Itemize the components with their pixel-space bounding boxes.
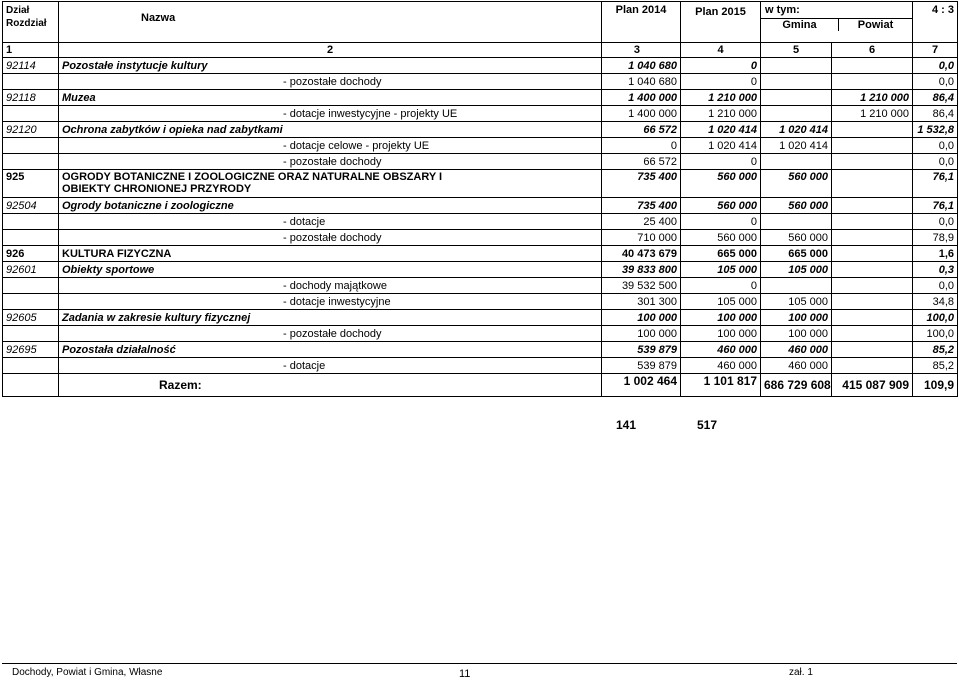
row-plan2015: 1 210 000 [681,106,761,122]
table-row [3,138,958,154]
total-plan2014 [602,374,681,397]
col-num-6: 6 [832,43,913,58]
row-plan2015: 105 000 [681,294,761,310]
total-powiat: 415 087 909 [832,374,913,397]
row-ratio: 100,0 [913,326,958,342]
table-row [3,198,958,214]
header-plan2014: Plan 2014 [602,2,681,43]
table-row [3,154,958,170]
row-name: Zadania w zakresie kultury fizycznej [59,310,602,326]
budget-table [2,1,958,397]
row-ratio: 76,1 [913,198,958,214]
row-gmina [761,106,832,122]
row-name: - pozostałe dochody [59,326,602,342]
row-code: 92695 [3,342,59,358]
row-ratio: 86,4 [913,106,958,122]
row-plan2015: 0 [681,74,761,90]
row-gmina: 665 000 [761,246,832,262]
row-plan2014: 39 833 800 [602,262,681,278]
col-num-3: 3 [602,43,681,58]
row-plan2014: 39 532 500 [602,278,681,294]
row-powiat [832,214,913,230]
row-plan2015: 665 000 [681,246,761,262]
row-plan2015: 100 000 [681,310,761,326]
row-gmina [761,214,832,230]
row-ratio: 0,0 [913,74,958,90]
row-ratio: 78,9 [913,230,958,246]
footer-rule [2,663,957,664]
header-plan2015: Plan 2015 [681,2,761,43]
total-plan2015 [681,374,761,397]
row-powiat [832,262,913,278]
footer-right: zał. 1 [789,667,813,678]
row-gmina: 1 020 414 [761,122,832,138]
row-powiat [832,138,913,154]
row-gmina [761,58,832,74]
header-dzial-rozdzial [3,2,59,43]
row-plan2015: 560 000 [681,170,761,198]
total-row [3,374,958,397]
row-plan2015: 560 000 [681,230,761,246]
row-plan2015: 460 000 [681,358,761,374]
table-row-section [3,170,958,198]
table-row [3,74,958,90]
row-plan2014: 1 400 000 [602,90,681,106]
row-powiat: 1 210 000 [832,90,913,106]
row-plan2014: 0 [602,138,681,154]
row-plan2014: 100 000 [602,326,681,342]
row-powiat [832,326,913,342]
row-plan2014: 735 400 [602,170,681,198]
row-plan2015: 1 020 414 [681,122,761,138]
row-name: - dochody majątkowe [59,278,602,294]
row-gmina [761,154,832,170]
table-row [3,230,958,246]
header-nazwa [59,2,602,43]
header-rozdzial: Rozdział [6,18,47,29]
row-plan2014: 710 000 [602,230,681,246]
row-name: - dotacje [59,358,602,374]
row-plan2014: 40 473 679 [602,246,681,262]
row-plan2015: 1 210 000 [681,90,761,106]
table-row [3,122,958,138]
row-powiat [832,246,913,262]
row-plan2014: 1 040 680 [602,58,681,74]
row-name: - dotacje [59,214,602,230]
row-ratio: 0,0 [913,278,958,294]
row-ratio: 34,8 [913,294,958,310]
row-ratio: 76,1 [913,170,958,198]
row-code: 92601 [3,262,59,278]
row-powiat [832,74,913,90]
row-gmina [761,278,832,294]
row-gmina: 460 000 [761,342,832,358]
row-name: - dotacje inwestycyjne - projekty UE [59,106,602,122]
row-ratio: 100,0 [913,310,958,326]
row-plan2015: 100 000 [681,326,761,342]
row-powiat: 1 210 000 [832,106,913,122]
table-row [3,58,958,74]
row-name: Obiekty sportowe [59,262,602,278]
header-ratio: 4 : 3 [913,2,958,43]
row-code: 926 [3,246,59,262]
total-plan2014-line1: 1 002 464 [623,374,677,388]
row-name: OGRODY BOTANICZNE I ZOOLOGICZNE ORAZ NATURALNE OBSZARY I OBIEKTY CHRONIONEJ PRZYRODY [59,170,602,198]
row-name: Ochrona zabytków i opieka nad zabytkami [59,122,602,138]
row-gmina: 100 000 [761,326,832,342]
row-powiat [832,58,913,74]
total-plan2015-overflow: 517 [697,418,718,432]
row-plan2014: 1 400 000 [602,106,681,122]
row-code: 92118 [3,90,59,106]
row-ratio: 0,0 [913,214,958,230]
row-powiat [832,342,913,358]
row-plan2014: 301 300 [602,294,681,310]
table-row [3,214,958,230]
row-plan2015: 105 000 [681,262,761,278]
row-plan2014: 66 572 [602,122,681,138]
table-row [3,326,958,342]
row-name: - pozostałe dochody [59,154,602,170]
row-ratio: 86,4 [913,90,958,106]
row-powiat [832,278,913,294]
row-powiat [832,358,913,374]
row-ratio: 85,2 [913,342,958,358]
total-plan2014-overflow: 141 [616,418,637,432]
col-num-2: 2 [59,43,602,58]
row-name: KULTURA FIZYCZNA [59,246,602,262]
total-label: Razem: [59,374,602,397]
row-gmina: 105 000 [761,262,832,278]
row-code: 925 [3,170,59,198]
header-nazwa-label: Nazwa [141,12,176,24]
header-wtym [761,2,913,43]
footer-left: Dochody, Powiat i Gmina, Własne [12,667,163,678]
row-ratio: 0,0 [913,58,958,74]
total-gmina: 686 729 608 [761,374,832,397]
row-powiat [832,154,913,170]
table-row [3,294,958,310]
row-powiat [832,310,913,326]
header-powiat: Powiat [857,19,894,31]
row-plan2015: 0 [681,154,761,170]
total-ratio: 109,9 [913,374,958,397]
row-code: 92114 [3,58,59,74]
table-row [3,342,958,358]
row-plan2014: 100 000 [602,310,681,326]
row-gmina: 100 000 [761,310,832,326]
row-ratio: 1 532,8 [913,122,958,138]
row-powiat [832,294,913,310]
col-num-7: 7 [913,43,958,58]
col-num-4: 4 [681,43,761,58]
row-name: - pozostałe dochody [59,74,602,90]
row-plan2014: 25 400 [602,214,681,230]
row-plan2015: 0 [681,58,761,74]
table-row [3,358,958,374]
row-gmina: 560 000 [761,230,832,246]
row-gmina: 1 020 414 [761,138,832,154]
row-gmina [761,74,832,90]
row-plan2015: 1 020 414 [681,138,761,154]
row-gmina: 460 000 [761,358,832,374]
row-ratio: 85,2 [913,358,958,374]
row-powiat [832,170,913,198]
header-row [3,2,958,43]
row-plan2015: 560 000 [681,198,761,214]
row-powiat [832,122,913,138]
total-plan2015-line1: 1 101 817 [703,374,757,388]
header-gmina: Gmina [761,19,839,31]
table-row [3,262,958,278]
row-plan2014: 1 040 680 [602,74,681,90]
row-gmina: 105 000 [761,294,832,310]
row-name: - dotacje inwestycyjne [59,294,602,310]
row-code: 92504 [3,198,59,214]
row-plan2014: 539 879 [602,358,681,374]
table-row [3,90,958,106]
row-ratio: 0,3 [913,262,958,278]
row-name: - dotacje celowe - projekty UE [59,138,602,154]
row-plan2014: 539 879 [602,342,681,358]
header-numbers-row [3,43,958,58]
header-dzial: Dział [6,5,30,16]
row-gmina: 560 000 [761,170,832,198]
row-gmina [761,90,832,106]
row-name: - pozostałe dochody [59,230,602,246]
row-plan2015: 0 [681,278,761,294]
col-num-1: 1 [3,43,59,58]
row-code: 92120 [3,122,59,138]
table-row-section [3,246,958,262]
row-ratio: 1,6 [913,246,958,262]
row-ratio: 0,0 [913,154,958,170]
table-row [3,278,958,294]
row-powiat [832,230,913,246]
table-row [3,106,958,122]
row-plan2014: 735 400 [602,198,681,214]
row-plan2015: 0 [681,214,761,230]
row-code: 92605 [3,310,59,326]
footer-page-number: 11 [459,668,471,680]
row-name: Muzea [59,90,602,106]
header-wtym-label: w tym: [765,4,800,16]
row-gmina: 560 000 [761,198,832,214]
row-name: Ogrody botaniczne i zoologiczne [59,198,602,214]
row-name: Pozostała działalność [59,342,602,358]
row-powiat [832,198,913,214]
row-plan2014: 66 572 [602,154,681,170]
row-name: Pozostałe instytucje kultury [59,58,602,74]
col-num-5: 5 [761,43,832,58]
table-row [3,310,958,326]
row-ratio: 0,0 [913,138,958,154]
row-plan2015: 460 000 [681,342,761,358]
